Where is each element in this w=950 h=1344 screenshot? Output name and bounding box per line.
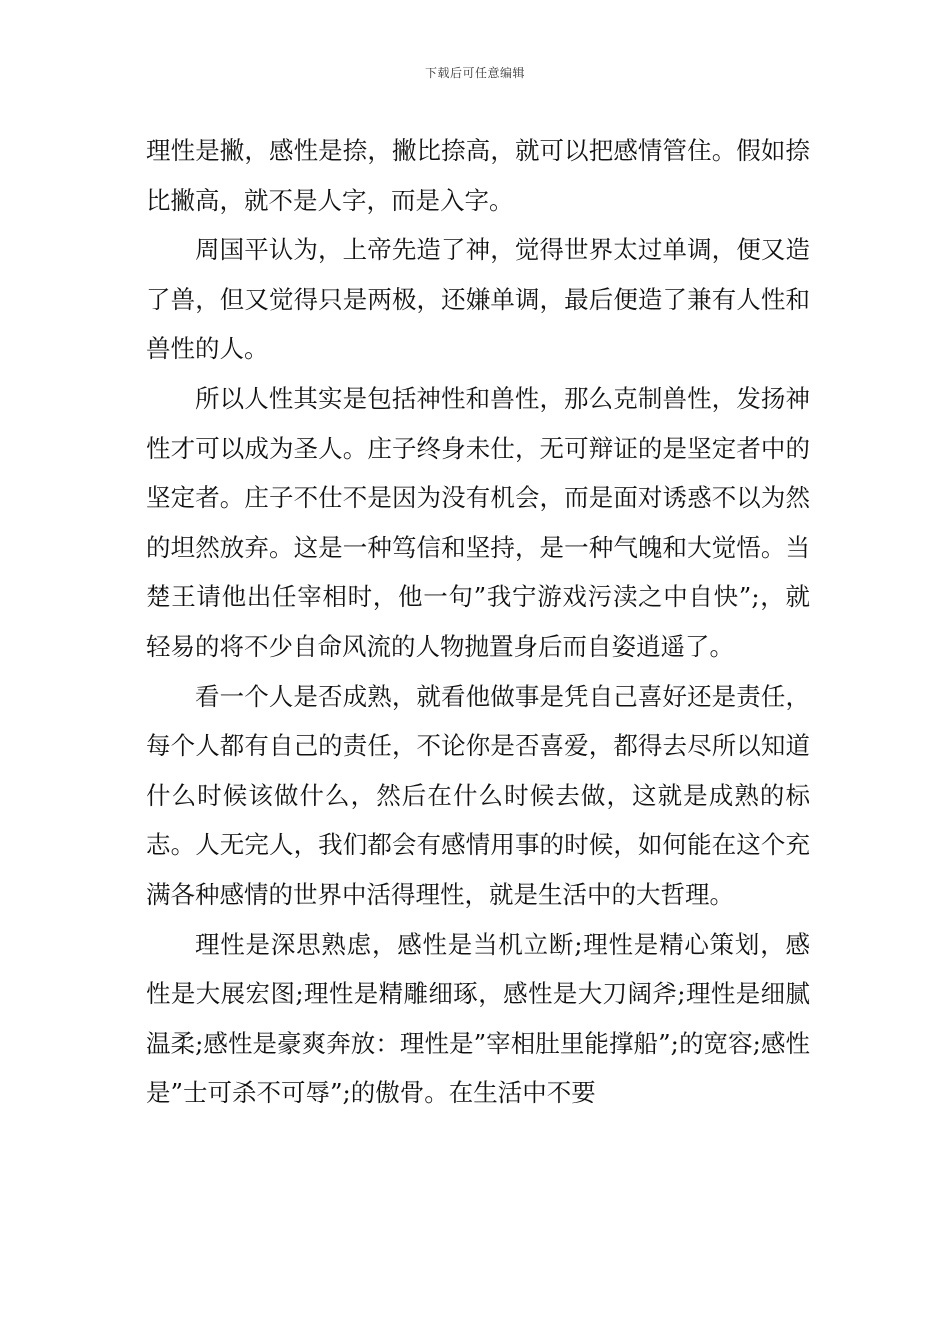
paragraph-5: 理性是深思熟虑，感性是当机立断;理性是精心策划，感性是大展宏图;理性是精雕细琢，感性是大刀阔斧;理性是细腻温柔;感性是豪爽奔放：理性是”宰相肚里能撑船”;的宽容;感性是”士可杀不可辱”;的傲骨。在生活中不要: [146, 929, 810, 1108]
paragraph-2: 周国平认为，上帝先造了神，觉得世界太过单调，便又造了兽，但又觉得只是两极，还嫌单调，最后便造了兼有人性和兽性的人。: [146, 235, 810, 364]
paragraph-3: 所以人性其实是包括神性和兽性，那么克制兽性，发扬神性才可以成为圣人。庄子终身未仕，无可辩证的是坚定者中的坚定者。庄子不仕不是因为没有机会，而是面对诱惑不以为然的坦然放弃。这是一种笃信和坚持，是一种气魄和大觉悟。当楚王请他出任宰相时，他一句”我宁游戏污渎之中自快”;，就轻易的将不少自命风流的人物抛置身后而自姿逍遥了。: [146, 383, 810, 661]
paragraph-1: 理性是撇，感性是捺，撇比捺高，就可以把感情管住。假如捺比撇高，就不是人字，而是入字。: [146, 136, 810, 215]
document-body: [146, 126, 810, 1118]
page-header: [0, 66, 950, 80]
paragraph-4: 看一个人是否成熟，就看他做事是凭自己喜好还是责任，每个人都有自己的责任，不论你是否喜爱，都得去尽所以知道什么时候该做什么，然后在什么时候去做，这就是成熟的标志。人无完人，我们都会有感情用事的时候，如何能在这个充满各种感情的世界中活得理性，就是生活中的大哲理。: [146, 681, 810, 909]
header-caption: 下载后可任意编辑: [424, 66, 525, 80]
